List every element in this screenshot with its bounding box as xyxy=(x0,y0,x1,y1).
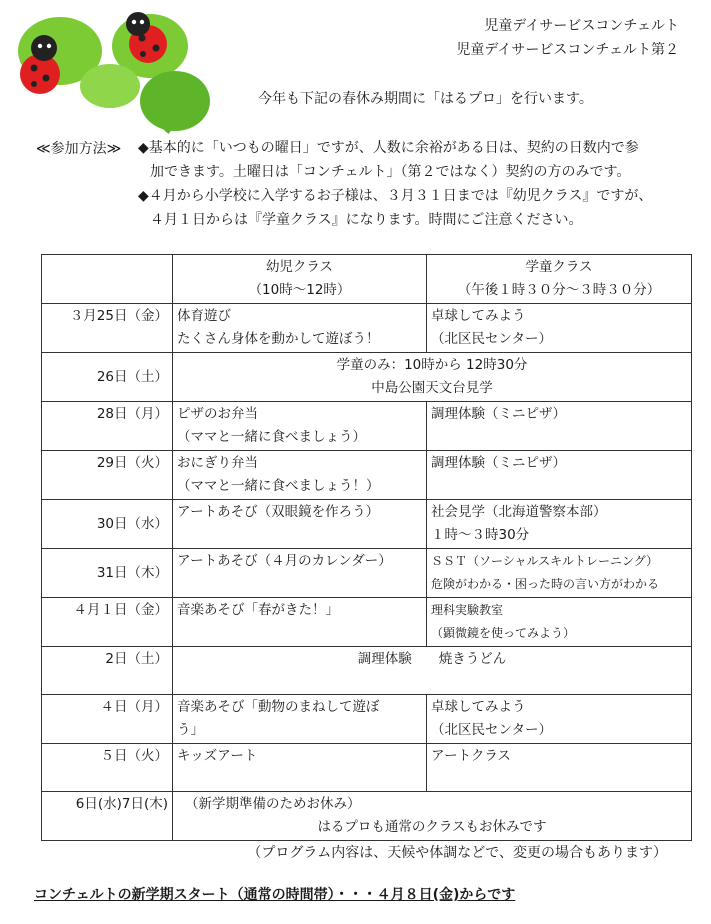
table-row xyxy=(42,598,692,647)
row-youji: キッズアート xyxy=(173,744,427,792)
row-gakudou: 卓球してみよう （北区民センター） xyxy=(427,304,692,353)
row-youji: アートあそび（双眼鏡を作ろう） xyxy=(173,500,427,549)
row-date: 28日（月） xyxy=(42,402,173,451)
row-youji: おにぎり弁当 （ママと一緒に食べましょう！） xyxy=(173,451,427,500)
row-date: 30日（水） xyxy=(42,500,173,549)
row-gakudou: 理科実験教室 （顕微鏡を使ってみよう） xyxy=(427,598,692,647)
organization-names xyxy=(456,14,679,62)
row-youji: ピザのお弁当 （ママと一緒に食べましょう） xyxy=(173,402,427,451)
row-gakudou: 調理体験（ミニピザ） xyxy=(427,451,692,500)
row-merged: 学童のみ：10時から 12時30分 中島公園天文台見学 xyxy=(173,353,692,402)
row-youji: 音楽あそび「春がきた！」 xyxy=(173,598,427,647)
row-youji: 音楽あそび「動物のまねして遊ぼ う」 xyxy=(173,695,427,744)
table-row xyxy=(42,549,692,598)
note-2a: ◆４月から小学校に入学するお子様は、３月３１日までは『幼児クラス』ですが、 xyxy=(138,188,653,204)
row-gakudou: アートクラス xyxy=(427,744,692,792)
header-gakudou: 学童クラス （午後１時３０分～３時３０分） xyxy=(427,255,692,304)
table-row xyxy=(42,353,692,402)
new-term-start: コンチェルトの新学期スタート（通常の時間帯）・・・４月８日(金)からです xyxy=(34,887,516,903)
row-date: ５日（火） xyxy=(42,744,173,792)
row-gakudou: 調理体験（ミニピザ） xyxy=(427,402,692,451)
row-date: 2日（土） xyxy=(42,647,173,695)
table-row xyxy=(42,304,692,353)
table-row xyxy=(42,451,692,500)
row-gakudou: 社会見学（北海道警察本部） １時～３時30分 xyxy=(427,500,692,549)
clover-ladybug-illustration xyxy=(0,6,220,136)
table-row xyxy=(42,647,692,695)
row-merged: 調理体験 焼きうどん xyxy=(173,647,692,695)
row-date: ４日（月） xyxy=(42,695,173,744)
method-label: ≪参加方法≫ xyxy=(36,141,122,157)
table-row xyxy=(42,744,692,792)
row-date: ４月１日（金） xyxy=(42,598,173,647)
org-name-2: 児童デイサービスコンチェルト第２ xyxy=(456,42,679,58)
row-gakudou: 卓球してみよう （北区民センター） xyxy=(427,695,692,744)
row-date: 31日（木） xyxy=(42,549,173,598)
table-row xyxy=(42,792,692,841)
row-gakudou: ＳＳＴ（ソーシャルスキルトレーニング） 危険がわかる・困った時の言い方がわかる xyxy=(427,549,692,598)
row-merged: （新学期準備のためお休み） はるプロも通常のクラスもお休みです xyxy=(173,792,692,841)
row-date: 29日（火） xyxy=(42,451,173,500)
table-row xyxy=(42,695,692,744)
schedule-table xyxy=(41,254,692,841)
row-date: 26日（土） xyxy=(42,353,173,402)
table-row xyxy=(42,402,692,451)
note-2b: ４月１日からは『学童クラス』になります。時間にご注意ください。 xyxy=(150,212,583,228)
note-1a: ◆基本的に「いつもの曜日」ですが、人数に余裕がある日は、契約の日数内で参 xyxy=(138,140,639,156)
header-youji: 幼児クラス （10時～12時） xyxy=(173,255,427,304)
note-1b: 加できます。土曜日は「コンチェルト」（第２ではなく）契約の方のみです。 xyxy=(150,164,631,180)
org-name-1: 児童デイサービスコンチェルト xyxy=(484,18,679,34)
row-date: ３月25日（金） xyxy=(42,304,173,353)
row-date: 6日(水)7日(木) xyxy=(42,792,173,841)
row-youji: アートあそび（４月のカレンダー） xyxy=(173,549,427,598)
table-header-row xyxy=(42,255,692,304)
row-youji: 体育遊び たくさん身体を動かして遊ぼう！ xyxy=(173,304,427,353)
table-row xyxy=(42,500,692,549)
footnote: （プログラム内容は、天候や体調などで、変更の場合もあります） xyxy=(247,845,667,861)
intro-text: 今年も下記の春休み期間に「はるプロ」を行います。 xyxy=(258,91,593,107)
method-notes xyxy=(138,136,698,232)
